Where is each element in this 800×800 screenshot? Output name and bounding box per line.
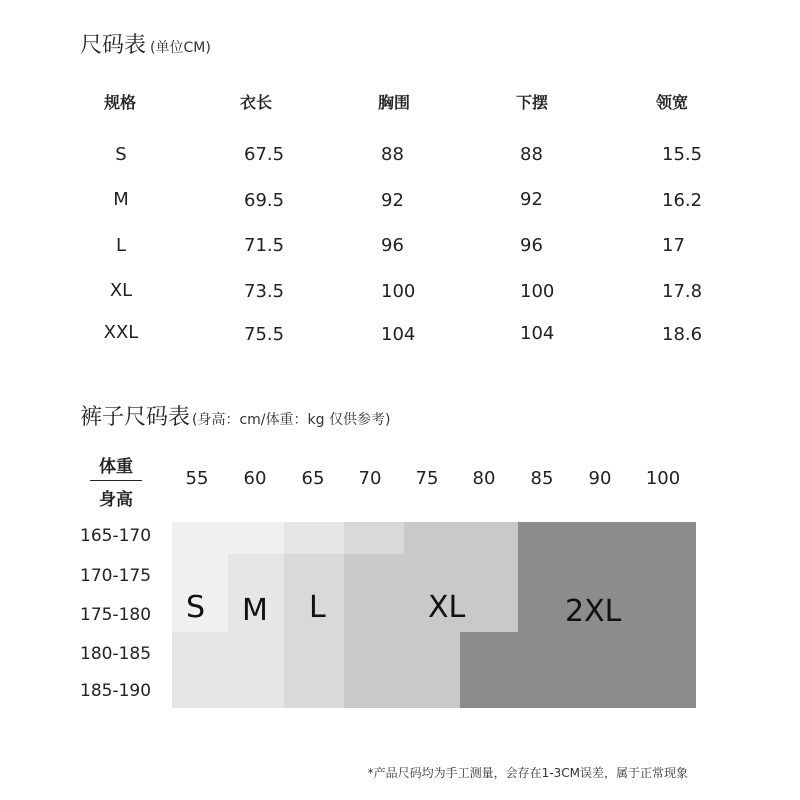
row-collar: 18.6 [662,324,703,345]
row-size: XXL [103,322,139,343]
header-hem: 下摆 [516,93,549,112]
weight-label: 70 [358,468,382,489]
row-length: 75.5 [244,324,285,345]
corner-divider [90,480,142,481]
size-region-m-bottom [172,632,284,708]
row-hem: 92 [520,189,543,210]
row-collar: 16.2 [662,190,703,211]
row-hem: 96 [520,235,543,256]
height-label: 175-180 [80,605,152,625]
shirt-size-title-text: 尺码表 [80,33,147,58]
row-size: M [113,189,129,210]
header-chest: 胸围 [378,93,411,112]
height-corner-label: 身高 [99,490,133,510]
weight-label: 85 [530,468,554,489]
height-label: 180-185 [80,644,152,664]
weight-label: 65 [301,468,325,489]
weight-label: 80 [472,468,496,489]
row-chest: 92 [381,190,404,211]
shirt-size-title [80,28,211,59]
weight-label: 75 [415,468,439,489]
size-region-xl-left [344,554,404,708]
weight-corner-label: 体重 [99,457,133,477]
row-length: 69.5 [244,190,285,211]
row-length: 71.5 [244,235,285,256]
size-region-2xl-left [460,632,518,708]
row-collar: 17.8 [662,281,703,302]
weight-label: 60 [243,468,267,489]
header-spec: 规格 [104,93,137,112]
row-collar: 17 [662,235,685,256]
pants-size-unit: (身高：cm/体重：kg 仅供参考) [192,412,391,428]
row-size: L [115,235,127,256]
height-label: 165-170 [80,526,152,546]
row-chest: 88 [381,144,404,165]
row-hem: 88 [520,144,543,165]
row-length: 73.5 [244,281,285,302]
row-size: XL [109,280,133,301]
size-region-m-top [228,522,284,554]
size-region-l [284,554,344,708]
size-label-s: S [186,590,206,625]
shirt-size-unit: (单位CM) [150,40,211,56]
header-collar: 领宽 [656,93,689,112]
size-label-xl: XL [428,590,466,625]
row-hem: 100 [520,281,555,302]
weight-label: 100 [645,468,681,489]
size-region-l-top [284,522,344,554]
size-label-2xl: 2XL [565,594,622,629]
header-length: 衣长 [240,93,273,112]
measurement-footnote: *产品尺码均为手工测量，会存在1-3CM误差，属于正常现象 [367,766,688,780]
row-length: 67.5 [244,144,285,165]
row-size: S [115,144,127,165]
row-hem: 104 [520,323,555,344]
row-chest: 96 [381,235,404,256]
row-chest: 104 [381,324,416,345]
row-collar: 15.5 [662,144,703,165]
pants-size-title [80,400,390,431]
size-label-l: L [309,590,326,625]
size-label-m: M [242,593,268,628]
size-region-xl-top [344,522,404,554]
weight-label: 90 [588,468,612,489]
row-chest: 100 [381,281,416,302]
height-label: 170-175 [80,566,152,586]
height-label: 185-190 [80,681,152,701]
weight-label: 55 [185,468,209,489]
size-region-xl-bottom [404,632,460,708]
pants-size-title-text: 裤子尺码表 [80,405,191,430]
